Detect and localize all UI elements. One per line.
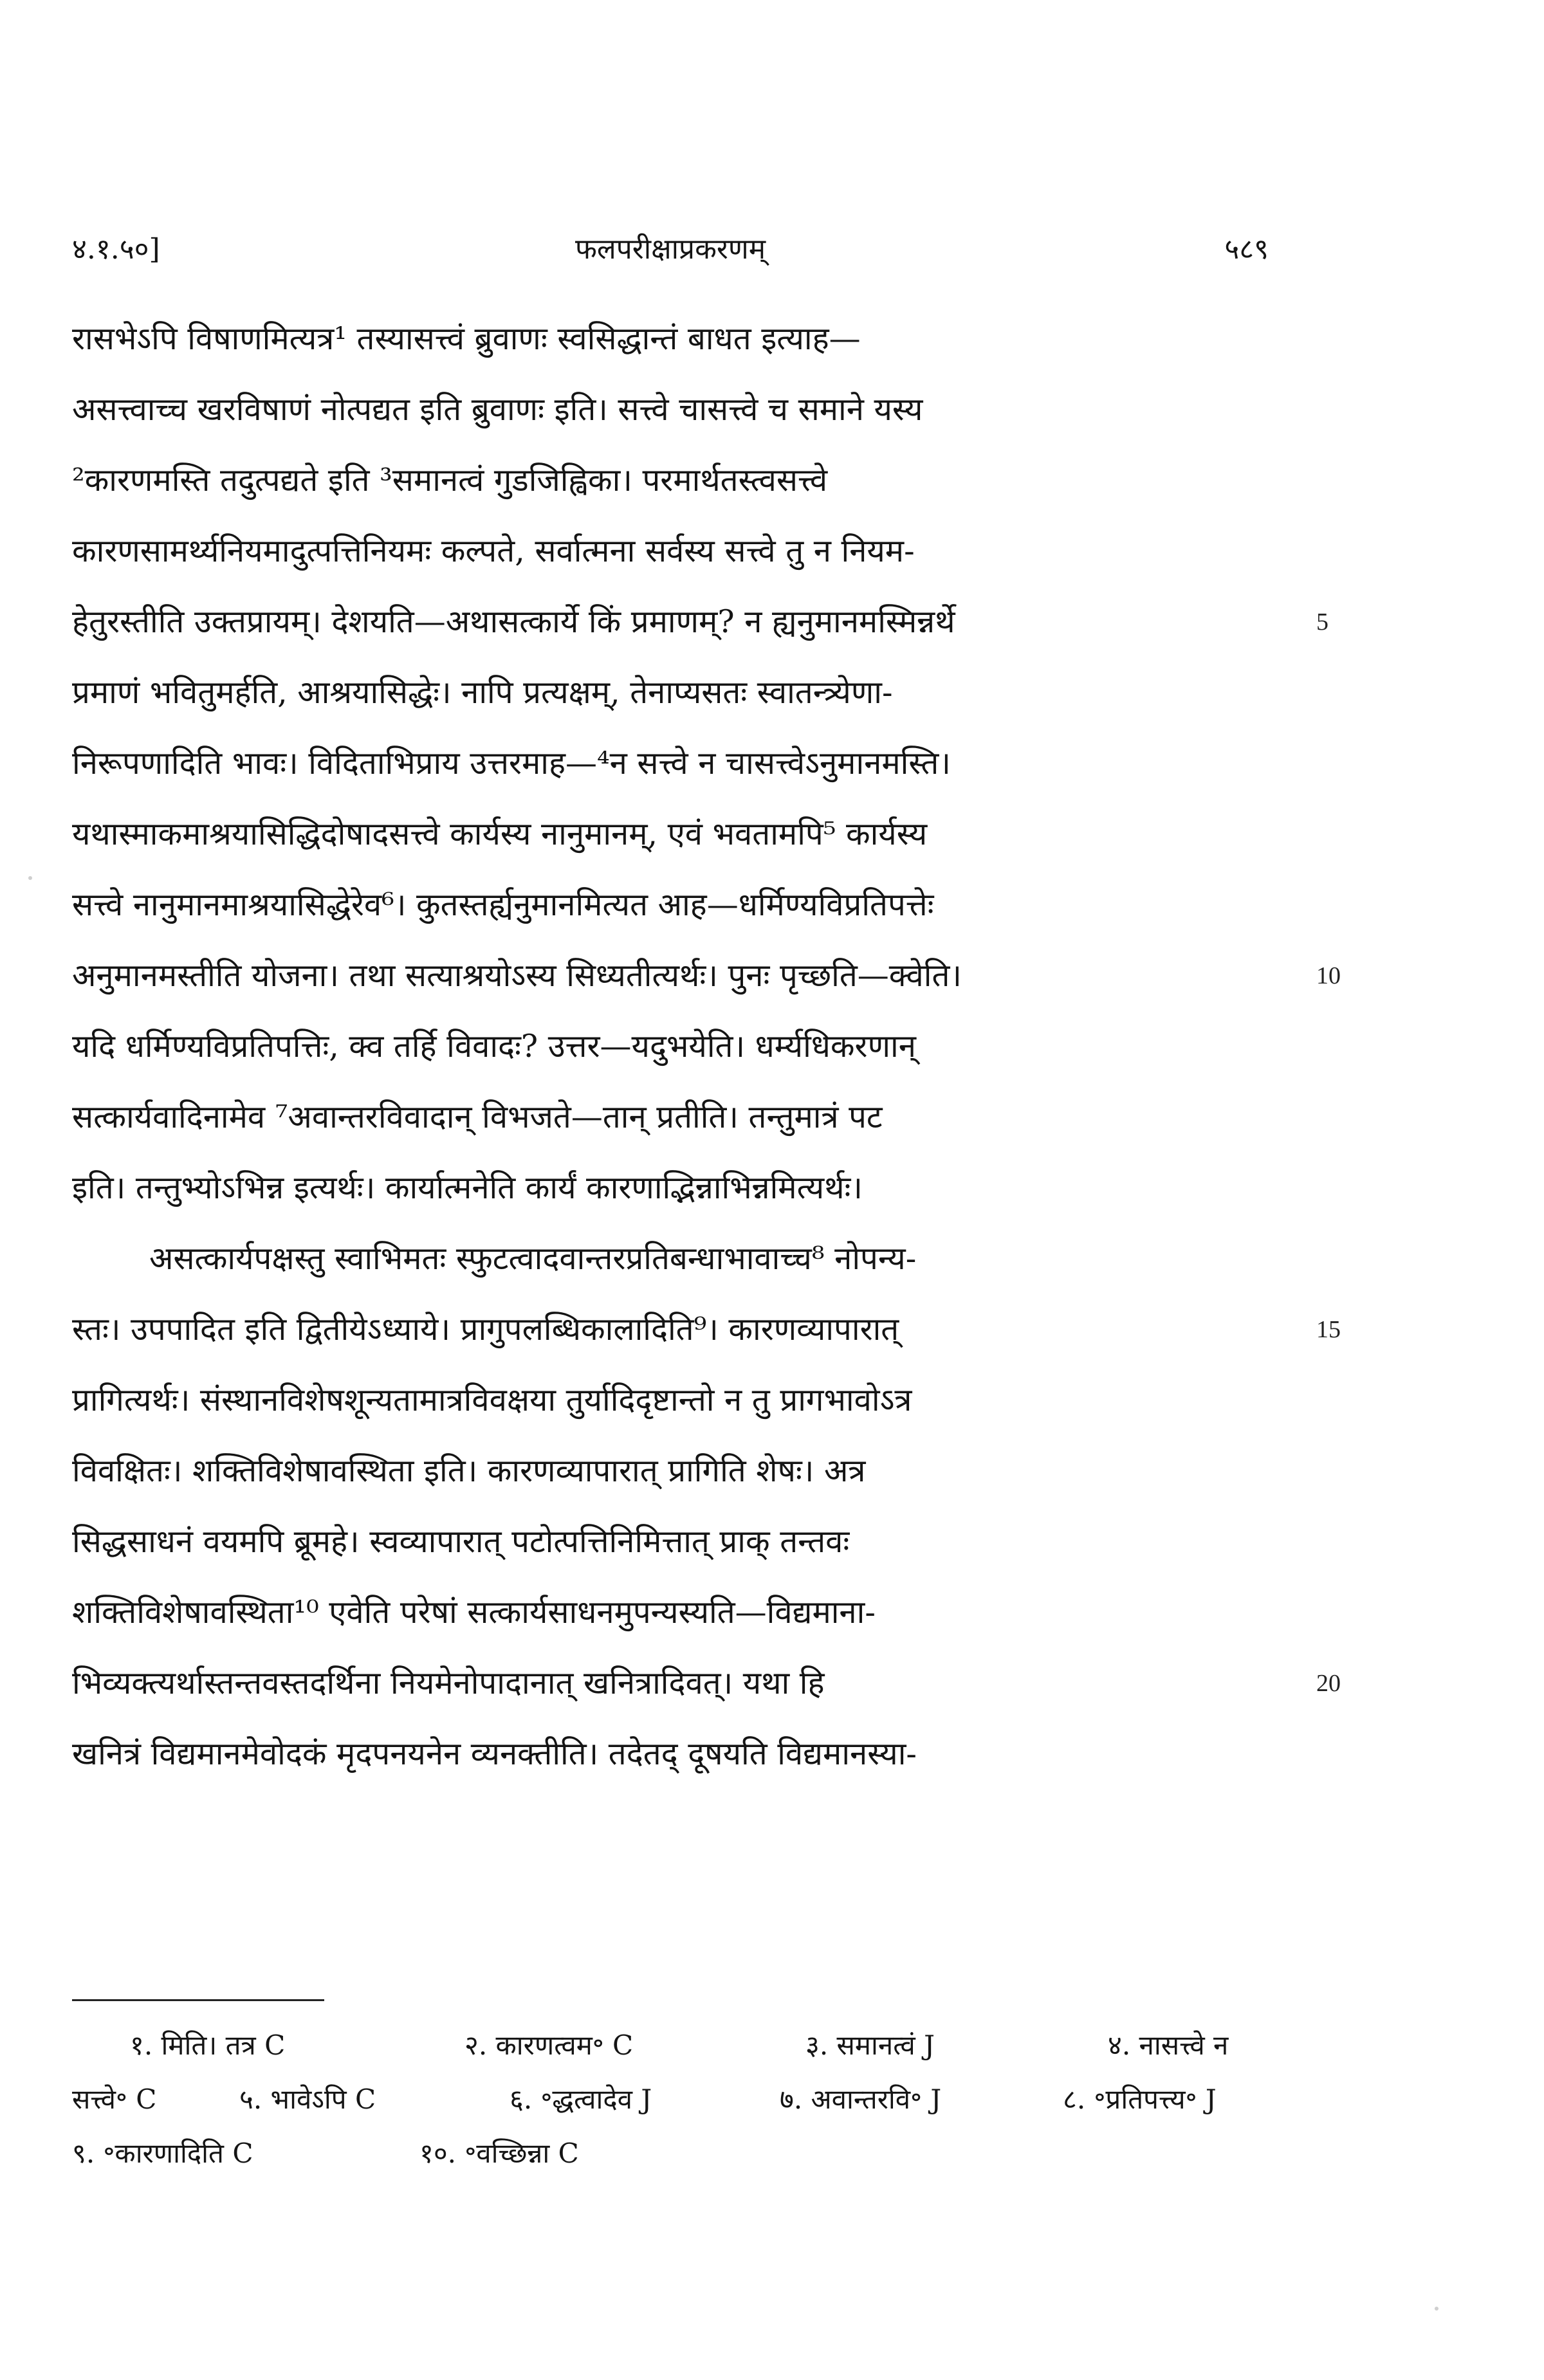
text-line-16: प्रागित्यर्थः। संस्थानविशेषशून्यतामात्रविवक्षया तुर्यादिदृष्टान्तो न तु प्रागभावोऽत्र [72,1382,912,1418]
line-number-10: 10 [1316,962,1341,989]
footnote-3: ३. समानत्वं J [805,2029,935,2061]
footnote-9: ९. ॰कारणादिति C [72,2137,253,2169]
running-header [72,224,1269,275]
footnotes [72,2018,1269,2181]
text-line-3: ²कारणमस्ति तदुत्पद्यते इति ³समानत्वं गुडजिह्विका। परमार्थतस्त्वसत्त्वे [72,462,828,499]
footnote-7: ७. अवान्तरवि॰ J [780,2083,942,2115]
footnote-1: १. मिति। तत्र C [130,2029,286,2061]
text-line-13: इति। तन्तुभ्योऽभिन्न इत्यर्थः। कार्यात्मनेति कार्यं कारणाद्भिन्नाभिन्नमित्यर्थः। [72,1169,863,1206]
footnote-row-2 [72,2073,1269,2127]
page-number: ५८९ [1224,233,1269,266]
footnote-row-3 [72,2127,1269,2181]
text-line-6: प्रमाणं भवितुमर्हति, आश्रयासिद्धेः। नापि प्रत्यक्षम्, तेनाप्यसतः स्वातन्त्र्येणा- [72,674,893,711]
text-line-12: सत्कार्यवादिनामेव ⁷अवान्तरविवादान् विभजते—तान् प्रतीति। तन्तुमात्रं पट [72,1099,883,1135]
text-line-19: शक्तिविशेषावस्थिता¹⁰ एवेति परेषां सत्कार्यसाधनमुपन्यस्यति—विद्यमाना- [72,1594,876,1631]
line-number-20: 20 [1316,1670,1341,1697]
footnote-2: २. कारणत्वम॰ C [464,2029,634,2061]
footnote-8: ८. ॰प्रतिपत्त्य॰ J [1063,2083,1217,2115]
footnote-4-cont: सत्त्वे॰ C [72,2083,157,2115]
text-line-10: अनुमानमस्तीति योजना। तथा सत्याश्रयोऽस्य सिध्यतीत्यर्थः। पुनः पृच्छति—क्वेति। [72,957,962,994]
text-line-8: यथास्माकमाश्रयासिद्धिदोषादसत्त्वे कार्यस्य नानुमानम्, एवं भवतामपि⁵ कार्यस्य [72,816,928,852]
text-line-14: असत्कार्यपक्षस्तु स्वाभिमतः स्फुटत्वादवान्तरप्रतिबन्धाभावाच्च⁸ नोपन्य- [149,1240,917,1277]
section-reference: ४.१.५०] [72,233,160,266]
text-line-15: स्तः। उपपादित इति द्वितीयेऽध्याये। प्रागुपलब्धिकालादिति⁹। कारणव्यापारात् [72,1311,899,1348]
text-line-18: सिद्धसाधनं वयमपि ब्रूमहे। स्वव्यापारात् पटोत्पत्तिनिमित्तात् प्राक् तन्तवः [72,1523,850,1560]
main-text [72,304,1269,1790]
text-line-7: निरूपणादिति भावः। विदिताभिप्राय उत्तरमाह—⁴न सत्त्वे न चासत्त्वेऽनुमानमस्ति। [72,745,951,782]
footnote-row-1 [72,2018,1269,2073]
text-line-21: खनित्रं विद्यमानमेवोदकं मृदपनयनेन व्यनक्तीति। तदेतद् दूषयति विद्यमानस्या- [72,1735,917,1772]
footnote-10: १०. ॰वच्छिन्ना C [419,2137,579,2169]
margin-speck [1435,2307,1438,2311]
line-number-15: 15 [1316,1316,1341,1343]
text-line-20: भिव्यक्त्यर्थास्तन्तवस्तदर्थिना नियमेनोपादानात् खनित्रादिवत्। यथा हि [72,1665,825,1701]
footnote-4: ४. नासत्त्वे न [1108,2029,1229,2061]
text-line-4: कारणसामर्थ्यनियमादुत्पत्तिनियमः कल्पते, सर्वात्मना सर्वस्य सत्त्वे तु न नियम- [72,533,915,569]
text-line-17: विवक्षितः। शक्तिविशेषावस्थिता इति। कारणव्यापारात् प्रागिति शेषः। अत्र [72,1452,866,1489]
text-line-1: रासभेऽपि विषाणमित्यत्र¹ तस्यासत्त्वं ब्रुवाणः स्वसिद्धान्तं बाधत इत्याह— [72,320,861,357]
text-line-2: असत्त्वाच्च खरविषाणं नोत्पद्यत इति ब्रुवाणः इति। सत्त्वे चासत्त्वे च समाने यस्य [72,391,923,428]
text-line-5: हेतुरस्तीति उक्तप्रायम्। देशयति—अथासत्कार्ये किं प्रमाणम्? न ह्यनुमानमस्मिन्नर्थे [72,603,955,640]
footnote-6: ६. ॰द्धत्वादेव J [510,2083,652,2115]
text-line-9: सत्त्वे नानुमानमाश्रयासिद्धेरेव⁶। कुतस्तर्ह्यनुमानमित्यत आह—धर्मिण्यविप्रतिपत्तेः [72,886,934,923]
margin-speck [28,876,32,880]
footnote-5: ५. भावेऽपि C [239,2083,376,2115]
text-line-11: यदि धर्मिण्यविप्रतिपत्तिः, क्व तर्हि विवादः? उत्तर—यदुभयेति। धर्म्यधिकरणान् [72,1028,916,1065]
line-number-5: 5 [1316,609,1328,636]
footnote-separator [72,1999,324,2001]
chapter-title: फलपरीक्षाप्रकरणम् [574,233,766,266]
